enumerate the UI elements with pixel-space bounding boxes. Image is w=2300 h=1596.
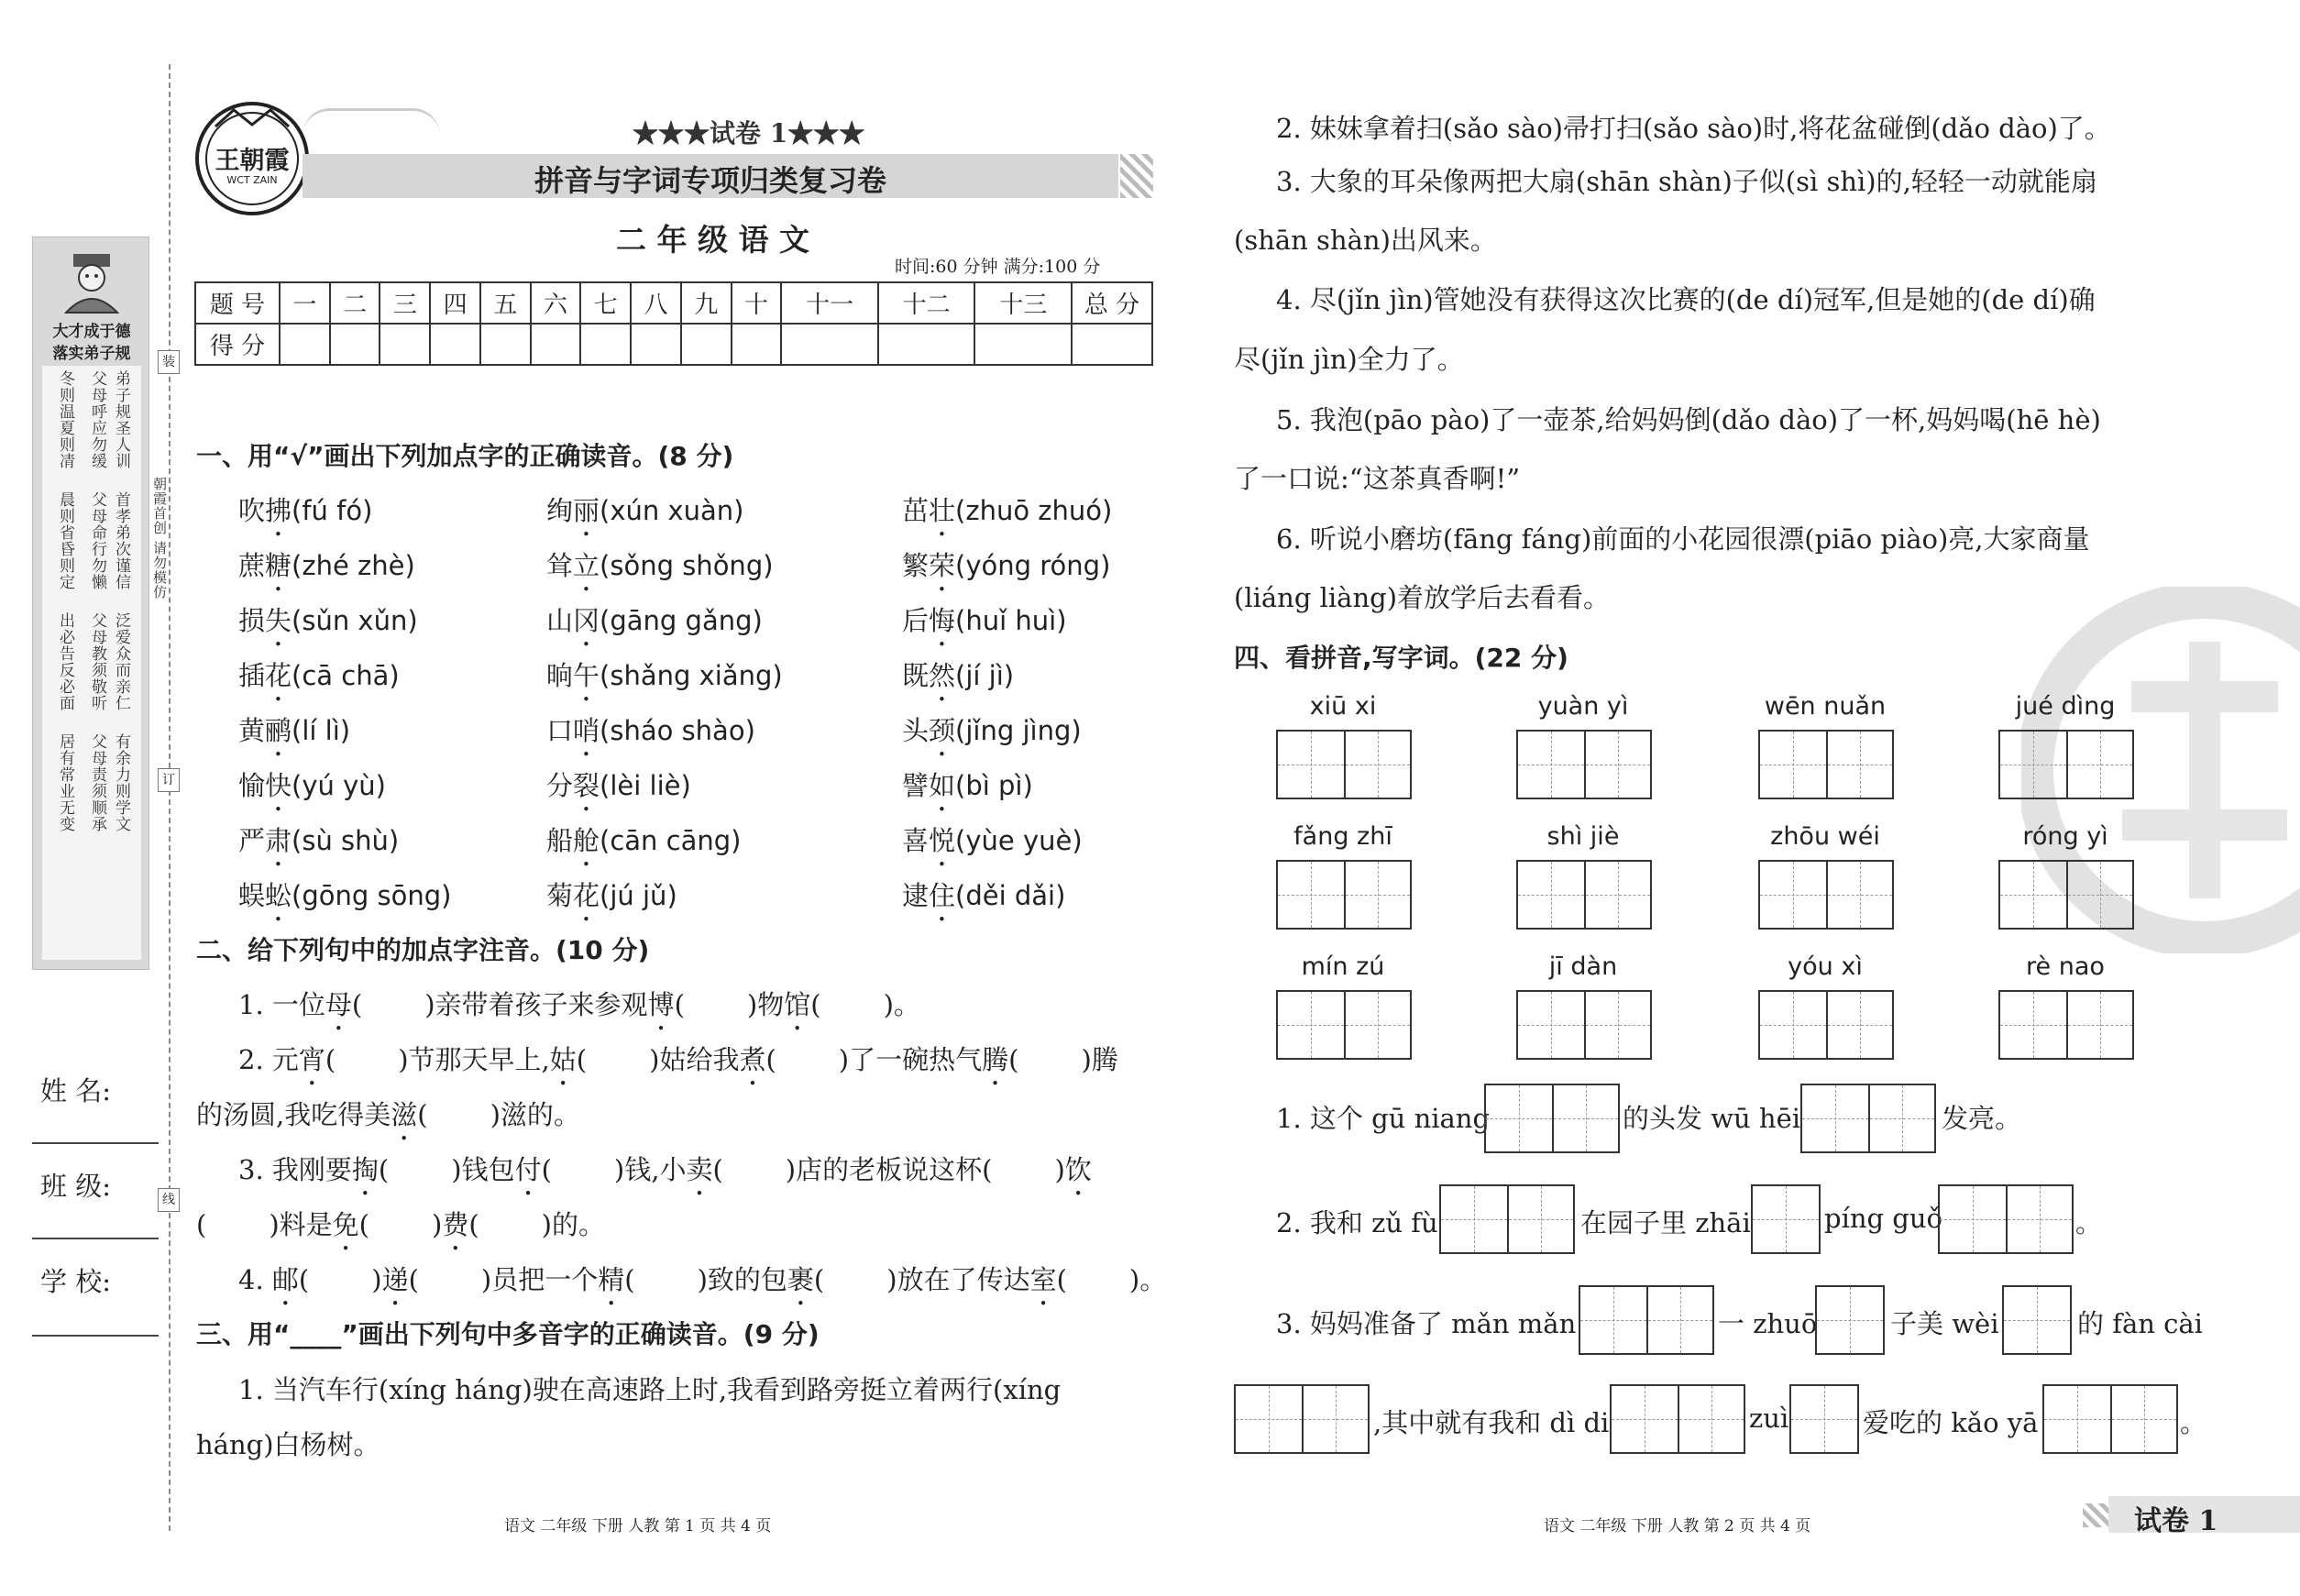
classic-col-5: 父母呼应勿缓 — [88, 370, 106, 469]
footer-left: 语文 二年级 下册 人教 第 1 页 共 4 页 — [504, 1517, 772, 1535]
reading-item[interactable]: 分裂(lèi liè) — [546, 770, 691, 801]
fill-sentence-1-mid: 的头发 wū hēi — [1623, 1103, 1801, 1134]
footer-tag-dots — [2083, 1503, 2108, 1527]
pinyin-label: rè nao — [2026, 952, 2105, 981]
reading-item[interactable]: 头颈(jǐng jìng) — [902, 715, 1082, 746]
section3-sentence-1a[interactable]: 1. 当汽车行(xíng háng)驶在高速路上时,我看到路旁挺立着两行(xíng — [238, 1374, 1062, 1405]
fill-sentence-2-end: 。 — [2075, 1207, 2103, 1238]
write-grid[interactable] — [1276, 990, 1412, 1060]
reading-item[interactable]: 口哨(sháo shào) — [546, 715, 755, 746]
reading-item[interactable]: 船舱(cān cāng) — [546, 825, 742, 856]
fill-sentence-3-end: 的 fàn cài — [2077, 1308, 2203, 1339]
score-cell: 十一 — [781, 282, 878, 324]
fill-sentence-3b-mid: zuì — [1749, 1403, 1789, 1434]
write-grid[interactable] — [1938, 1184, 2074, 1254]
fill-sentence-1-end: 发亮。 — [1942, 1103, 2022, 1134]
section3-sentence-4a[interactable]: 4. 尽(jǐn jìn)管她没有获得这次比赛的(de dí)冠军,但是她的(de dí)确 — [1276, 284, 2096, 315]
score-input[interactable] — [330, 324, 380, 365]
score-cell: 四 — [430, 282, 480, 324]
school-label: 学 校: — [40, 1266, 111, 1297]
score-input[interactable] — [531, 324, 581, 365]
section3-sentence-2[interactable]: 2. 妹妹拿着扫(sǎo sào)帚打扫(sǎo sào)时,将花盆碰倒(dǎo dào)了。 — [1276, 113, 2111, 144]
section2-line-4: 3. 我刚要掏( )钱包付( )钱,小卖( )店的老板说这杯( )饮 — [238, 1154, 1092, 1185]
write-grid[interactable] — [1998, 860, 2134, 930]
pinyin-label: jué dìng — [2015, 692, 2116, 721]
section1-title: 一、用“√”画出下列加点字的正确读音。(8 分) — [196, 441, 734, 471]
write-grid[interactable] — [1276, 730, 1412, 799]
copyright-note: 朝霞首创 请勿模仿 — [151, 477, 168, 600]
footer-right: 语文 二年级 下册 人教 第 2 页 共 4 页 — [1544, 1517, 1811, 1535]
sidebar-panel — [32, 237, 149, 970]
reading-item[interactable]: 晌午(shǎng xiǎng) — [546, 660, 783, 691]
section3-sentence-3b[interactable]: (shān shàn)出风来。 — [1234, 225, 1497, 256]
classic-col-1: 弟子规圣人训 — [112, 370, 130, 469]
paper-number: ★★★试卷 1★★★ — [633, 118, 865, 149]
pinyin-label: yuàn yì — [1537, 692, 1629, 721]
section4-title: 四、看拼音,写字词。(22 分) — [1234, 643, 1568, 673]
brand-name-en: WCT ZAIN — [226, 174, 278, 186]
score-cell: 六 — [531, 282, 581, 324]
reading-item[interactable]: 菊花(jú jǔ) — [546, 880, 677, 911]
class-field[interactable] — [32, 1238, 159, 1239]
brand-name: 王朝霞 — [215, 147, 290, 175]
paper-title: 拼音与字词专项归类复习卷 — [534, 163, 886, 198]
reading-item[interactable]: 绚丽(xún xuàn) — [546, 495, 744, 526]
seal-char-3: 线 — [158, 1188, 180, 1212]
fill-sentence-2-mid: 在园子里 zhāi — [1580, 1207, 1751, 1238]
write-grid[interactable] — [1579, 1285, 1714, 1355]
reading-item[interactable]: 蔗糖(zhé zhè) — [238, 550, 415, 581]
scholar-figure-icon — [57, 248, 127, 314]
pinyin-label: yóu xì — [1788, 952, 1863, 981]
score-input[interactable] — [681, 324, 732, 365]
time-score: 时间:60 分钟 满分:100 分 — [895, 257, 1101, 277]
fill-sentence-3b: ,其中就有我和 dì di — [1373, 1407, 1610, 1438]
footer-tag: 试卷 1 — [2134, 1505, 2218, 1537]
section3-sentence-6a[interactable]: 6. 听说小磨坊(fāng fáng)前面的小花园很漂(piāo piào)亮,大家商量 — [1276, 523, 2090, 555]
score-cell: 十三 — [974, 282, 1072, 324]
school-field[interactable] — [32, 1335, 159, 1337]
classic-col-9: 冬则温夏则凊 — [56, 370, 74, 469]
title-band-dots — [1120, 154, 1153, 198]
score-input[interactable] — [430, 324, 480, 365]
write-grid[interactable] — [1758, 730, 1894, 799]
write-grid[interactable] — [1751, 1184, 1821, 1254]
classic-col-12: 居有常业无变 — [56, 733, 74, 832]
section2-line-2: 2. 元宵( )节那天早上,姑( )姑给我煮( )了一碗热气腾( )腾 — [238, 1044, 1118, 1075]
write-grid[interactable] — [1516, 730, 1652, 799]
pinyin-label: zhōu wéi — [1770, 822, 1880, 851]
score-cell-total: 总 分 — [1072, 282, 1152, 324]
classic-col-4: 有余力则学文 — [112, 733, 130, 832]
write-grid[interactable] — [1234, 1384, 1370, 1454]
score-cell: 八 — [631, 282, 681, 324]
classic-col-11: 出必告反必面 — [56, 612, 74, 711]
pinyin-label: wēn nuǎn — [1764, 692, 1887, 721]
name-field[interactable] — [32, 1142, 159, 1144]
reading-item[interactable]: 逮住(děi dǎi) — [902, 880, 1066, 911]
paper-subject: 二 年 级 语 文 — [616, 222, 809, 258]
classic-col-7: 父母教须敬听 — [88, 612, 106, 711]
score-input[interactable] — [732, 324, 782, 365]
section3-sentence-6b[interactable]: (liáng liàng)着放学后去看看。 — [1234, 582, 1611, 613]
fill-sentence-3-mid: 一 zhuō — [1718, 1308, 1818, 1339]
reading-item[interactable]: 山冈(gāng gǎng) — [546, 605, 763, 636]
section2-title: 二、给下列句中的加点字注音。(10 分) — [196, 935, 650, 965]
name-label: 姓 名: — [40, 1075, 111, 1106]
reading-item[interactable]: 譬如(bì pì) — [902, 770, 1033, 801]
score-cell: 五 — [480, 282, 531, 324]
classic-col-2: 首孝弟次谨信 — [112, 491, 130, 590]
reading-item[interactable]: 损失(sǔn xǔn) — [238, 605, 418, 636]
score-cell: 十二 — [878, 282, 975, 324]
section2-line-5: ( )料是免( )费( )的。 — [196, 1209, 605, 1240]
section3-sentence-4b[interactable]: 尽(jǐn jìn)全力了。 — [1234, 344, 1464, 375]
fill-sentence-3-mid2: 子美 wèi — [1890, 1308, 1999, 1339]
class-label: 班 级: — [40, 1171, 111, 1202]
reading-item[interactable]: 后悔(huǐ huì) — [902, 605, 1067, 636]
write-grid[interactable] — [1789, 1384, 1859, 1454]
write-grid[interactable] — [2002, 1285, 2072, 1355]
write-grid[interactable] — [1758, 860, 1894, 930]
classic-col-8: 父母责须顺承 — [88, 733, 106, 832]
fill-sentence-3b-mid2: 爱吃的 kǎo yā — [1863, 1407, 2039, 1438]
fill-sentence-3b-end: 。 — [2180, 1407, 2207, 1438]
slogan-left: 大才成于德 — [52, 323, 131, 341]
reading-item[interactable]: 吹拂(fú fó) — [238, 495, 373, 526]
score-cell: 二 — [330, 282, 380, 324]
fill-sentence-3: 3. 妈妈准备了 mǎn mǎn — [1276, 1308, 1577, 1339]
score-cell: 九 — [681, 282, 732, 324]
pinyin-label: mín zú — [1301, 952, 1385, 981]
classic-col-10: 晨则省昏则定 — [56, 491, 74, 590]
write-grid[interactable] — [1516, 860, 1652, 930]
pinyin-label: xiū xi — [1309, 692, 1377, 721]
score-table-header-row — [195, 282, 1152, 324]
score-cell: 三 — [380, 282, 430, 324]
reading-item[interactable]: 繁荣(yóng róng) — [902, 550, 1111, 581]
score-input[interactable] — [280, 324, 330, 365]
reading-item[interactable]: 严肃(sù shù) — [238, 825, 400, 856]
fill-sentence-2: 2. 我和 zǔ fù — [1276, 1207, 1438, 1238]
reading-item[interactable]: 喜悦(yùe yuè) — [902, 825, 1083, 856]
slogan-right: 落实弟子规 — [52, 345, 131, 363]
classic-col-3: 泛爱众而亲仁 — [112, 612, 130, 711]
write-grid[interactable] — [1516, 990, 1652, 1060]
score-input[interactable] — [878, 324, 975, 365]
pinyin-label: fǎng zhī — [1293, 822, 1392, 851]
reading-item[interactable]: 茁壮(zhuō zhuó) — [902, 495, 1113, 526]
write-grid[interactable] — [1800, 1084, 1936, 1153]
score-input[interactable] — [1072, 324, 1152, 365]
reading-item[interactable]: 耸立(sǒng shǒng) — [546, 550, 774, 581]
section3-sentence-5a[interactable]: 5. 我泡(pāo pào)了一壶茶,给妈妈倒(dǎo dào)了一杯,妈妈喝(hē hè) — [1276, 404, 2101, 435]
seal-char-2: 订 — [158, 768, 180, 792]
score-cell: 七 — [580, 282, 631, 324]
write-grid[interactable] — [1276, 860, 1412, 930]
fill-sentence-2-mid2: píng guǒ — [1824, 1203, 1942, 1234]
score-cell-label: 题 号 — [195, 282, 280, 324]
score-input[interactable] — [631, 324, 681, 365]
pinyin-label: shì jiè — [1546, 822, 1620, 851]
score-input[interactable] — [974, 324, 1072, 365]
section2-line-1: 1. 一位母( )亲带着孩子来参观博( )物馆( )。 — [238, 989, 920, 1020]
write-grid[interactable] — [1998, 990, 2134, 1060]
write-grid[interactable] — [1439, 1184, 1575, 1254]
score-input[interactable] — [380, 324, 430, 365]
score-table — [194, 281, 1153, 366]
score-input[interactable] — [781, 324, 878, 365]
write-grid[interactable] — [1484, 1084, 1620, 1153]
reading-item[interactable]: 既然(jí jì) — [902, 660, 1015, 691]
reading-item[interactable]: 蜈蚣(gōng sōng) — [238, 880, 452, 911]
ribbon-decoration — [303, 108, 440, 136]
section3-sentence-3a[interactable]: 3. 大象的耳朵像两把大扇(shān shàn)子似(sì shì)的,轻轻一动就能扇 — [1276, 166, 2097, 197]
write-grid[interactable] — [2042, 1384, 2178, 1454]
score-cell: 一 — [280, 282, 330, 324]
write-grid[interactable] — [1815, 1285, 1885, 1355]
section2-line-3: 的汤圆,我吃得美滋( )滋的。 — [196, 1099, 580, 1130]
write-grid[interactable] — [1610, 1384, 1745, 1454]
section2-line-6: 4. 邮( )递( )员把一个精( )致的包裹( )放在了传达室( )。 — [238, 1264, 1167, 1295]
pinyin-label: jī dàn — [1548, 952, 1618, 981]
classic-col-6: 父母命行勿懒 — [88, 491, 106, 590]
pinyin-label: róng yì — [2022, 822, 2108, 851]
write-grid[interactable] — [1998, 730, 2134, 799]
reading-item[interactable]: 插花(cā chā) — [238, 660, 400, 691]
reading-item[interactable]: 黄鹂(lí lì) — [238, 715, 351, 746]
score-input[interactable] — [480, 324, 531, 365]
reading-item[interactable]: 愉快(yú yù) — [238, 770, 386, 801]
score-table-score-row — [195, 324, 1152, 365]
fill-sentence-1: 1. 这个 gū niang — [1276, 1103, 1491, 1134]
section3-title: 三、用“____”画出下列句中多音字的正确读音。(9 分) — [196, 1319, 820, 1349]
section3-sentence-5b[interactable]: 了一口说:“这茶真香啊!” — [1234, 463, 1521, 494]
score-input[interactable] — [580, 324, 631, 365]
seal-char-1: 装 — [158, 350, 180, 374]
left-binding-line — [169, 64, 171, 1531]
section3-sentence-1b[interactable]: háng)白杨树。 — [196, 1429, 380, 1460]
score-cell: 十 — [732, 282, 782, 324]
score-row-label: 得 分 — [195, 324, 280, 365]
write-grid[interactable] — [1758, 990, 1894, 1060]
